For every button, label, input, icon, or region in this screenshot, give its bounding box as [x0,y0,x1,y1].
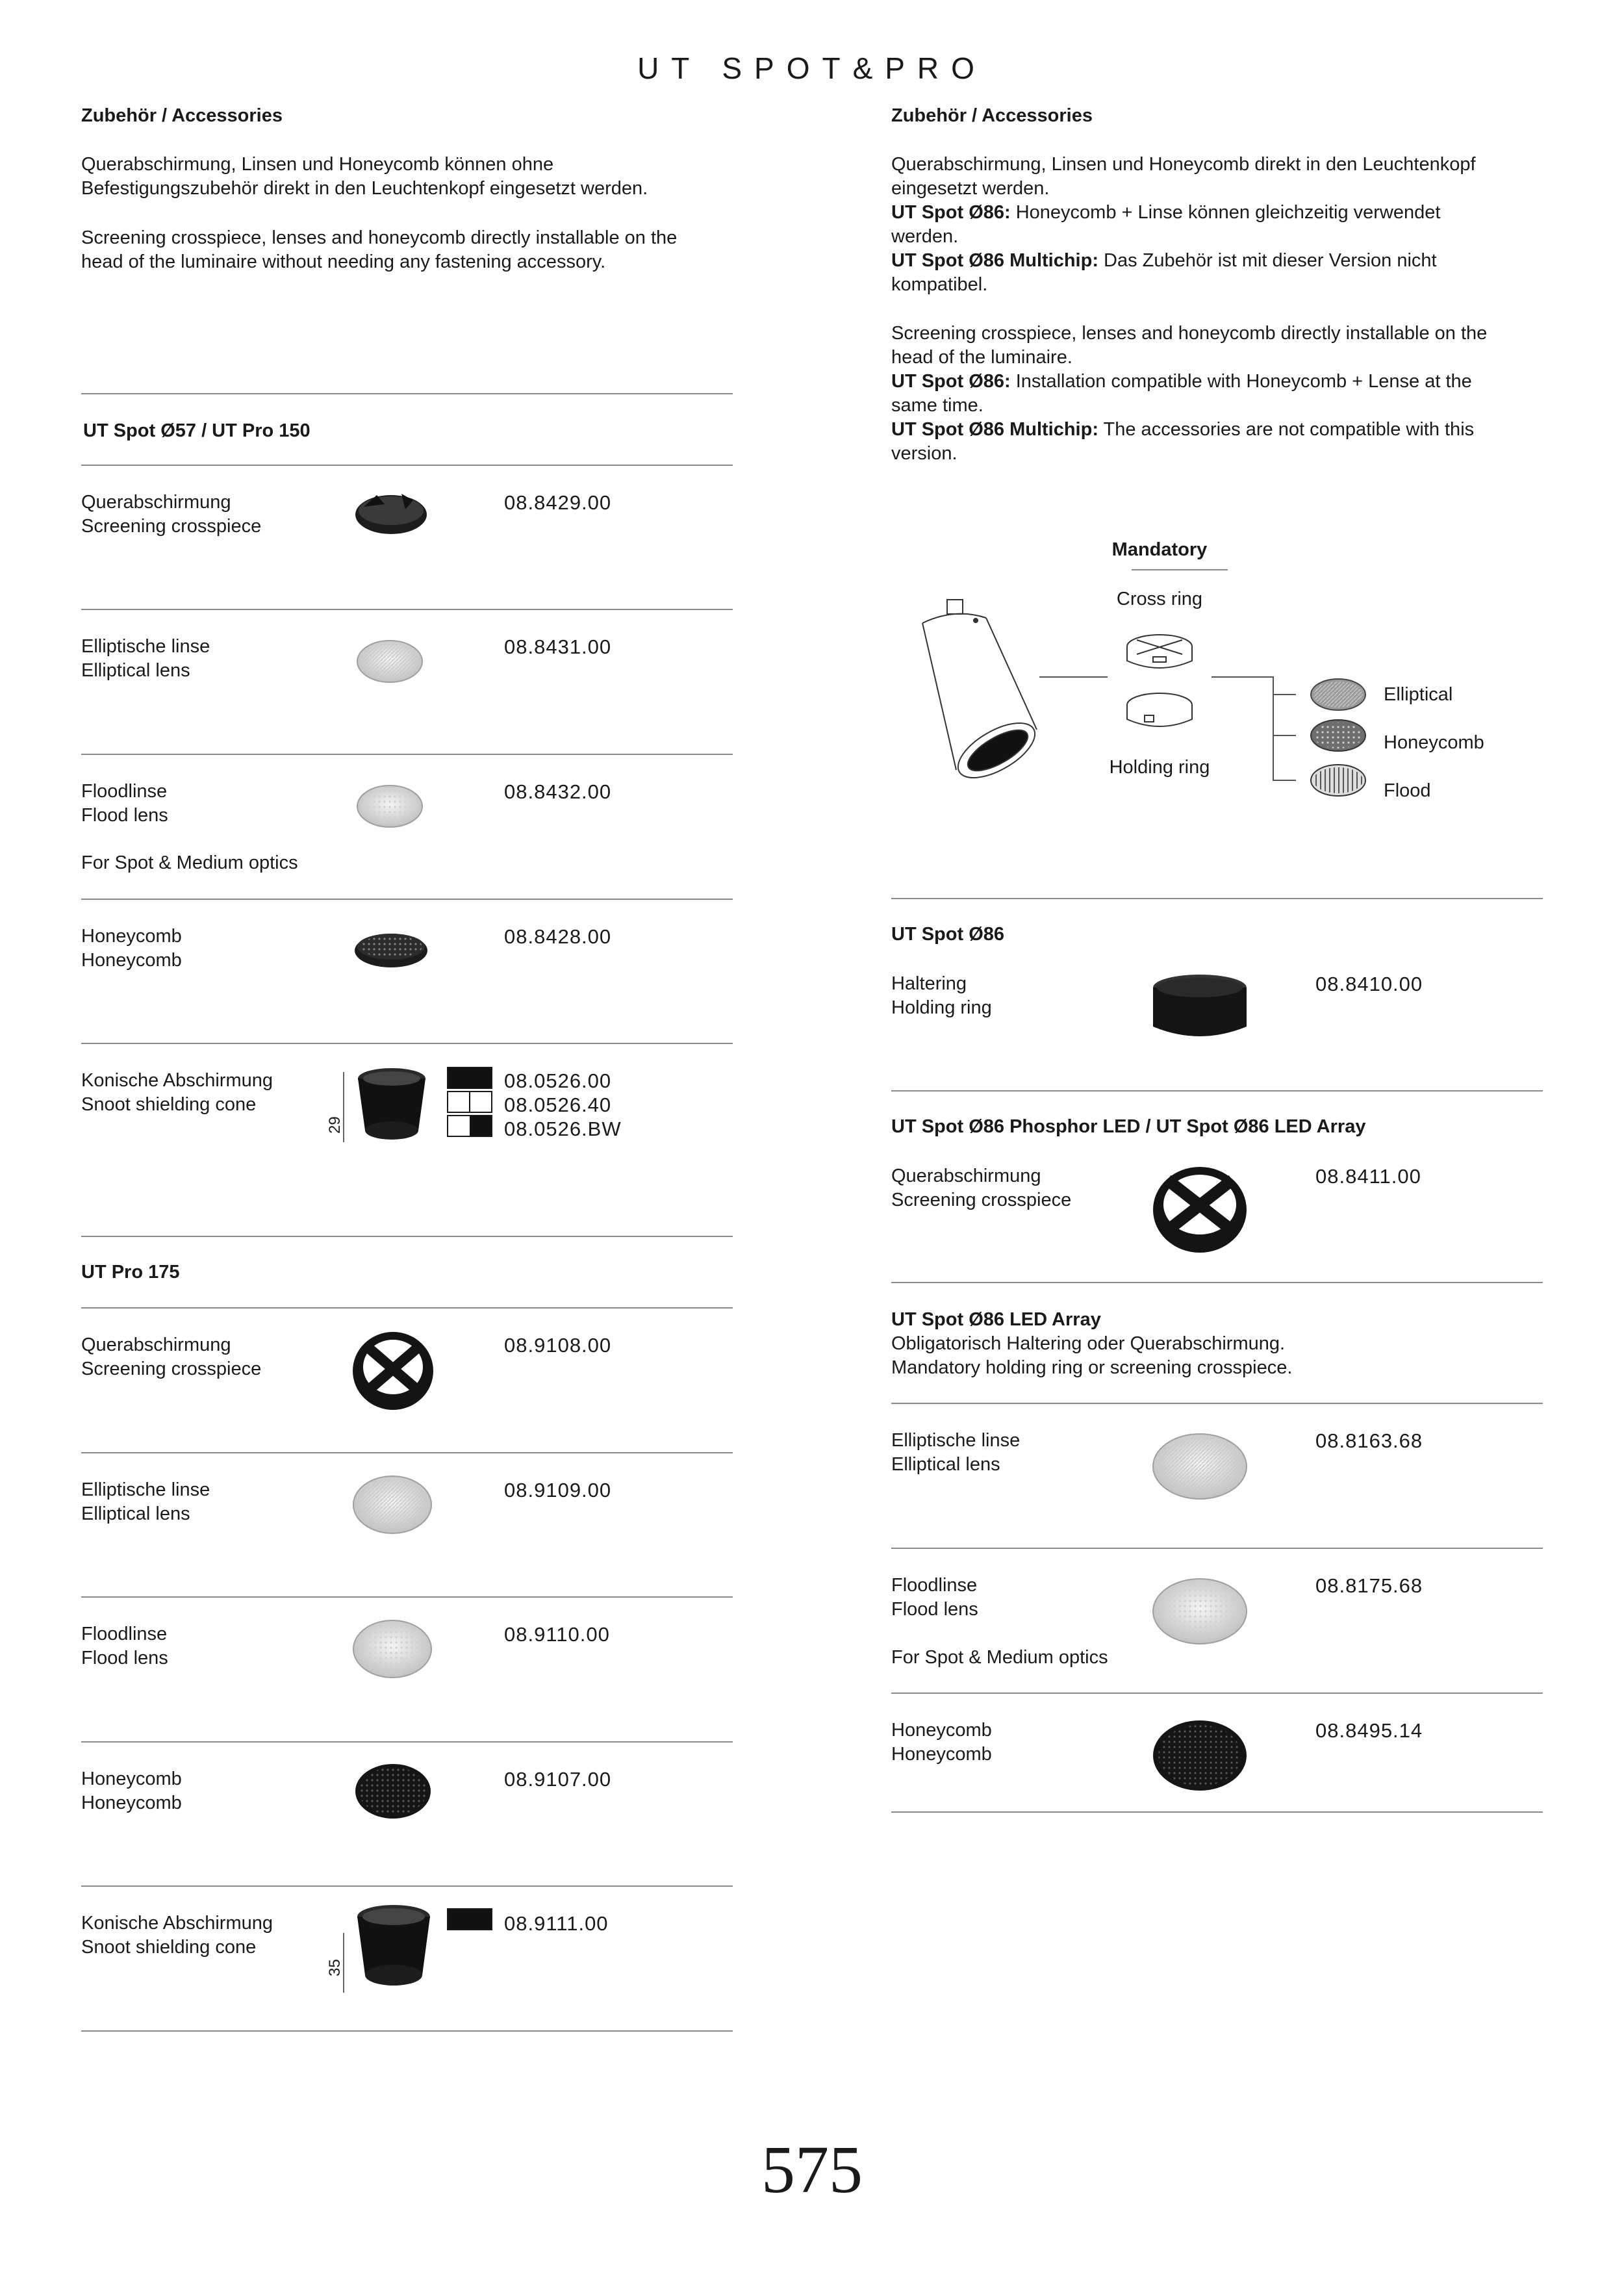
label-en: Screening crosspiece [81,1359,262,1379]
label-de: Konische Abschirmung [81,1913,273,1934]
elliptical-lens-icon [1151,1433,1249,1501]
honeycomb-icon [1151,1718,1249,1793]
accessory-label [81,1478,210,1526]
divider [81,1043,733,1044]
left-intro-en [81,226,677,274]
label-de: Querabschirmung [891,1166,1041,1186]
divider [81,1596,733,1598]
label-de: Konische Abschirmung [81,1070,273,1091]
divider [81,754,733,755]
flood-lens-icon [352,1619,433,1681]
label-en: Screening crosspiece [891,1190,1072,1210]
article-code: 08.0526.40 [504,1093,612,1116]
accessory-label [891,1164,1071,1212]
divider [81,465,733,466]
divider [81,609,733,610]
holding-ring-label: Holding ring [1109,757,1210,778]
section-title: UT Spot Ø86 [891,924,1005,945]
label-en: Honeycomb [81,950,182,971]
flood-lens-icon [1151,1578,1249,1646]
intro-line [891,370,1547,394]
color-swatch-black-white [447,1115,492,1137]
color-swatch-black [447,1067,492,1089]
right-intro-en [891,322,1547,466]
divider [891,898,1543,899]
article-code: 08.8432.00 [504,780,612,803]
accessory-label [81,925,182,973]
elliptical-lens-icon [356,639,427,684]
honeycomb-label: Honeycomb [1384,732,1484,753]
snoot-cone-icon [356,1066,427,1147]
intro-line: eingesetzt werden. [891,178,1050,199]
label-de: Elliptische linse [81,1479,210,1500]
accessory-label [81,780,168,828]
label-en: Holding ring [891,997,992,1018]
accessory-label [81,1911,273,1960]
article-code: 08.8410.00 [1315,973,1423,995]
intro-line [891,201,1547,225]
accessory-label [81,1333,261,1381]
label-de: Elliptische linse [891,1430,1021,1451]
label-de: Querabschirmung [81,492,231,513]
diagram-honeycomb-icon [1311,720,1365,751]
cross-ring-label: Cross ring [1116,589,1203,609]
label-en: Elliptical lens [81,1503,190,1524]
accessory-label [81,1622,168,1670]
label-en: Screening crosspiece [81,516,262,537]
section-title: UT Spot Ø57 / UT Pro 150 [83,420,311,441]
article-code: 08.8175.68 [1315,1574,1423,1597]
label-de: Floodlinse [891,1575,978,1596]
left-heading: Zubehör / Accessories [81,105,283,126]
article-code: 08.8163.68 [1315,1429,1423,1452]
divider [81,1236,733,1237]
article-code: 08.8411.00 [1315,1165,1421,1188]
article-code: 08.8431.00 [504,635,612,658]
intro-line [891,249,1547,273]
crosspiece-icon [351,1325,435,1413]
label-en: Flood lens [81,1648,168,1668]
divider [81,1741,733,1743]
article-codes [504,1069,622,1141]
dimension-label: 35 [326,1959,344,1976]
divider [891,1693,1543,1694]
spotlight-icon [922,600,1043,789]
section-title: UT Pro 175 [81,1262,180,1283]
accessory-label [81,635,210,683]
accessory-label [891,972,992,1020]
color-swatch-black [447,1908,492,1930]
requirement-en: Mandatory holding ring or screening crosspiece. [891,1357,1293,1378]
model-label: UT Spot Ø86 Multichip: [891,250,1098,271]
holding-ring-icon [1127,693,1192,726]
divider [81,2030,733,2032]
snoot-cone-icon [356,1902,434,1993]
divider [81,1885,733,1887]
cross-ring-icon [1127,635,1192,668]
right-intro-de [891,153,1547,297]
flood-lens-icon [356,784,427,829]
model-label: UT Spot Ø86: [891,371,1011,392]
label-en: Snoot shielding cone [81,1937,257,1958]
divider [891,1548,1543,1549]
crosspiece-icon [1151,1163,1249,1254]
divider [81,899,733,900]
label-en: Elliptical lens [81,660,190,681]
intro-text: Das Zubehör ist mit dieser Version nicht [1098,250,1437,271]
elliptical-lens-icon [352,1475,433,1537]
article-code: 08.8429.00 [504,491,612,514]
section-title: UT Spot Ø86 Phosphor LED / UT Spot Ø86 LED Array [891,1116,1366,1137]
intro-en-line: Screening crosspiece, lenses and honeycomb directly installable on the [81,227,678,248]
label-de: Honeycomb [891,1720,992,1741]
left-intro-de [81,153,648,201]
divider [1132,569,1228,570]
label-en: Snoot shielding cone [81,1094,257,1115]
accessory-label [81,491,261,539]
intro-de-line: Befestigungszubehör direkt in den Leuchtenkopf eingesetzt werden. [81,178,648,199]
article-code: 08.8495.14 [1315,1719,1423,1742]
requirement-de: Obligatorisch Haltering oder Querabschirmung. [891,1333,1286,1354]
article-code: 08.9109.00 [504,1479,612,1501]
honeycomb-icon [354,1762,432,1820]
article-code: 08.9110.00 [504,1623,610,1646]
mandatory-label: Mandatory [1111,539,1208,560]
divider [81,1307,733,1309]
optics-note: For Spot & Medium optics [891,1647,1108,1668]
accessory-label [891,1574,978,1622]
intro-line [891,418,1547,442]
intro-line: same time. [891,395,983,416]
intro-line: Screening crosspiece, lenses and honeycomb directly installable on the [891,323,1488,344]
label-de: Haltering [891,973,967,994]
intro-text: Installation compatible with Honeycomb + Lense at the [1010,371,1472,392]
intro-text: Honeycomb + Linse können gleichzeitig verwendet [1010,202,1441,223]
section-c-intro [891,1308,1292,1380]
divider [891,1403,1543,1404]
label-en: Flood lens [81,805,168,826]
section-title: UT Spot Ø86 LED Array [891,1309,1101,1330]
model-label: UT Spot Ø86: [891,202,1011,223]
label-de: Honeycomb [81,1769,182,1789]
label-de: Floodlinse [81,1624,168,1644]
divider [891,1090,1543,1092]
accessory-label [891,1718,992,1767]
article-code: 08.0526.BW [504,1118,622,1140]
intro-text: The accessories are not compatible with this [1098,419,1475,440]
intro-line: head of the luminaire. [891,347,1072,368]
accessory-label [891,1429,1020,1477]
intro-de-line: Querabschirmung, Linsen und Honeycomb können ohne [81,154,554,175]
intro-line: kompatibel. [891,274,988,295]
label-de: Honeycomb [81,926,182,947]
label-en: Flood lens [891,1599,978,1620]
divider [891,1811,1543,1813]
label-de: Elliptische linse [81,636,210,657]
article-code: 08.0526.00 [504,1069,612,1092]
diagram-flood-lens-icon [1311,765,1365,796]
label-de: Floodlinse [81,781,168,802]
spotlight-diagram [909,594,1364,802]
right-heading: Zubehör / Accessories [891,105,1093,126]
model-label: UT Spot Ø86 Multichip: [891,419,1098,440]
intro-line: werden. [891,226,959,247]
elliptical-label: Elliptical [1384,684,1453,705]
color-swatch-white [447,1091,492,1113]
page-number: 575 [761,2132,863,2207]
article-code: 08.8428.00 [504,925,612,948]
accessory-label [81,1767,182,1815]
divider [81,1452,733,1453]
accessory-label [81,1069,273,1117]
flood-label: Flood [1384,780,1431,801]
diagram-elliptical-lens-icon [1311,679,1365,710]
honeycomb-icon [351,926,435,971]
dimension-label: 29 [326,1116,344,1134]
intro-line: Querabschirmung, Linsen und Honeycomb direkt in den Leuchtenkopf [891,154,1476,175]
divider [891,1282,1543,1283]
divider [81,393,733,394]
article-code: 08.9108.00 [504,1334,612,1357]
label-en: Elliptical lens [891,1454,1000,1475]
page-title: UT SPOT&PRO [637,51,987,85]
label-de: Querabschirmung [81,1335,231,1355]
crosspiece-icon [351,489,435,547]
intro-en-line: head of the luminaire without needing any fastening accessory. [81,251,606,272]
holding-ring-icon [1151,973,1249,1045]
label-en: Honeycomb [81,1793,182,1813]
article-code: 08.9111.00 [504,1912,609,1935]
article-code: 08.9107.00 [504,1768,612,1791]
optics-note: For Spot & Medium optics [81,852,298,873]
label-en: Honeycomb [891,1744,992,1765]
intro-line: version. [891,443,958,464]
